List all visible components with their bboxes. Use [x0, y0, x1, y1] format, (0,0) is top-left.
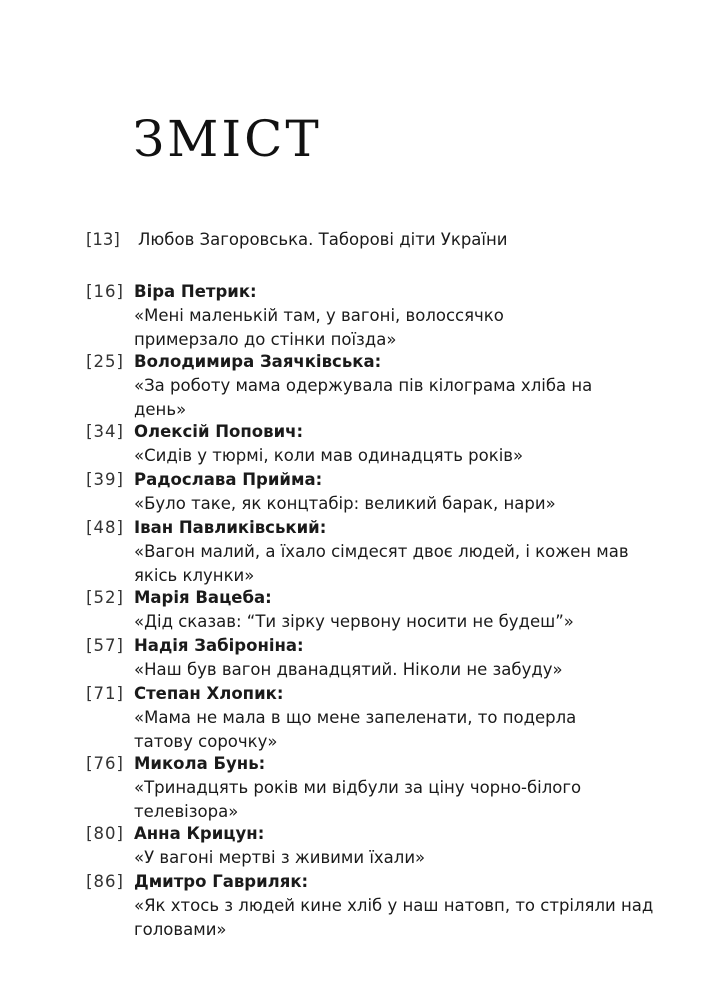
- entry-quote: «Було таке, як концтабір: великий барак, нари»: [134, 494, 556, 513]
- page-number: [86]: [86, 872, 124, 891]
- entry-quote: «Дід сказав: “Ти зірку червону носити не будеш”»: [134, 612, 574, 631]
- entry-quote: «Мама не мала в що мене запеленати, то подерла татову сорочку»: [134, 708, 577, 751]
- page-title: ЗМІСТ: [133, 109, 322, 168]
- entry-name: Надія Забіроніна:: [134, 636, 304, 655]
- page-number: [34]: [86, 422, 124, 441]
- entry-quote: «Наш був вагон дванадцятий. Ніколи не забуду»: [134, 660, 563, 679]
- page-number: [57]: [86, 636, 124, 655]
- entry-quote: «Як хтось з людей кине хліб у наш натовп, то стріляли над головами»: [134, 896, 654, 939]
- intro-entry[interactable]: [86, 228, 508, 252]
- page-number: [13]: [86, 230, 120, 249]
- page-number: [48]: [86, 518, 124, 537]
- entry-quote: «Вагон малий, а їхало сімдесят двоє людей, і кожен мав якісь клунки»: [134, 542, 629, 585]
- page-number: [52]: [86, 588, 124, 607]
- entry-quote: «Сидів у тюрмі, коли мав одинадцять років»: [134, 446, 524, 465]
- entry-name: Володимира Заячківська:: [134, 352, 382, 371]
- entry-name: Віра Петрик:: [134, 282, 257, 301]
- page-number: [16]: [86, 282, 124, 301]
- entry-name: Іван Павликівський:: [134, 518, 327, 537]
- page-number: [76]: [86, 754, 124, 773]
- entry-name: Радослава Прийма:: [134, 470, 323, 489]
- entry-quote: «За роботу мама одержувала пів кілограма хліба на день»: [134, 376, 593, 419]
- page-number: [25]: [86, 352, 124, 371]
- entry-name: Анна Крицун:: [134, 824, 265, 843]
- entry-quote: «Мені маленькій там, у вагоні, волоссячко примерзало до стінки поїзда»: [134, 306, 504, 349]
- entry-quote: «Тринадцять років ми відбули за ціну чорно-білого телевізора»: [134, 778, 582, 821]
- page-number: [80]: [86, 824, 124, 843]
- intro-text: Любов Загоровська. Таборові діти України: [138, 230, 508, 249]
- entry-name: Олексій Попович:: [134, 422, 304, 441]
- page-number: [39]: [86, 470, 124, 489]
- page-number: [71]: [86, 684, 124, 703]
- entry-name: Степан Хлопик:: [134, 684, 284, 703]
- entry-quote: «У вагоні мертві з живими їхали»: [134, 848, 426, 867]
- entry-name: Дмитро Гавриляк:: [134, 872, 309, 891]
- entry-name: Марія Вацеба:: [134, 588, 272, 607]
- entry-name: Микола Бунь:: [134, 754, 266, 773]
